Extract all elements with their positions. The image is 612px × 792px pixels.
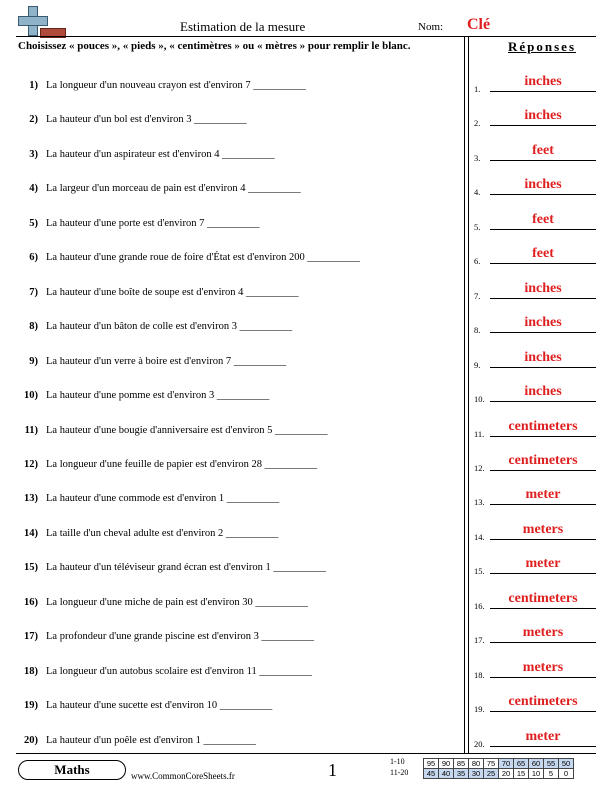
answer-value: centimeters [508, 418, 578, 434]
answer-value: inches [524, 177, 562, 193]
answer-value: feet [532, 142, 554, 158]
question-number: 13) [24, 493, 38, 505]
score-row-label: 1-10 [390, 757, 405, 766]
brand-label: Maths [18, 760, 126, 780]
score-cell: 45 [424, 769, 439, 779]
question-number: 20) [24, 734, 38, 746]
question-text: La taille d'un cheval adulte est d'environ 2 __________ [46, 527, 279, 539]
score-row-label: 11-20 [390, 768, 409, 777]
score-cell: 40 [439, 769, 454, 779]
answer-value: meters [522, 521, 564, 537]
question-text: La hauteur d'une bougie d'anniversaire est d'environ 5 __________ [46, 424, 328, 436]
answer-blank-line [490, 298, 596, 299]
score-cell: 80 [469, 759, 484, 769]
answer-value: meter [525, 556, 561, 572]
question-number: 16) [24, 596, 38, 608]
answer-number: 18. [474, 669, 485, 680]
score-row [424, 759, 574, 769]
answer-number: 7. [474, 290, 481, 301]
question-number: 8) [29, 321, 38, 333]
answer-row [472, 591, 596, 611]
question-text: La hauteur d'une porte est d'environ 7 __________ [46, 217, 260, 229]
answer-value: centimeters [508, 694, 578, 710]
answer-blank-line [490, 367, 596, 368]
answer-row [472, 384, 596, 404]
answer-number: 15. [474, 566, 485, 577]
question-number: 12) [24, 458, 38, 470]
answer-value: feet [532, 246, 554, 262]
question-number: 11) [24, 424, 38, 436]
question-text: La hauteur d'une boîte de soupe est d'environ 4 __________ [46, 286, 299, 298]
answer-blank-line [490, 194, 596, 195]
score-table [423, 758, 574, 779]
score-cell: 50 [559, 759, 574, 769]
worksheet-title: Estimation de la mesure [180, 19, 306, 34]
question-text: La hauteur d'un verre à boire est d'environ 7 __________ [46, 355, 287, 367]
answer-number: 11. [474, 428, 485, 439]
question-number: 6) [29, 252, 38, 264]
answer-value: centimeters [508, 590, 578, 606]
score-row [424, 769, 574, 779]
question-number: 14) [24, 527, 38, 539]
score-cell: 75 [484, 759, 499, 769]
answer-value: meter [525, 728, 561, 744]
answer-number: 12. [474, 462, 485, 473]
score-cell: 30 [469, 769, 484, 779]
question-text: La longueur d'une feuille de papier est d'environ 28 __________ [46, 458, 318, 470]
score-cell: 5 [544, 769, 559, 779]
answer-number: 14. [474, 531, 485, 542]
answer-blank-line [490, 711, 596, 712]
score-cell: 90 [439, 759, 454, 769]
answer-number: 13. [474, 497, 485, 508]
answer-row [472, 350, 596, 370]
question-text: La hauteur d'une sucette est d'environ 10 __________ [46, 700, 273, 712]
question-number: 9) [29, 355, 38, 367]
answer-blank-line [490, 160, 596, 161]
score-cell: 95 [424, 759, 439, 769]
answer-blank-line [490, 504, 596, 505]
answer-value: inches [524, 280, 562, 296]
answer-row [472, 419, 596, 439]
site-url: www.CommonCoreSheets.fr [131, 771, 235, 781]
answer-blank-line [490, 539, 596, 540]
answer-value: inches [524, 108, 562, 124]
answer-blank-line [490, 332, 596, 333]
question-text: La longueur d'un autobus scolaire est d'environ 11 __________ [46, 665, 312, 677]
answer-value: inches [524, 315, 562, 331]
answer-row [472, 729, 596, 749]
answer-row [472, 177, 596, 197]
logo-plus-horizontal [18, 16, 48, 26]
question-text: La longueur d'un nouveau crayon est d'environ 7 __________ [46, 80, 306, 91]
score-cell: 70 [499, 759, 514, 769]
score-cell: 60 [529, 759, 544, 769]
answer-row [472, 281, 596, 301]
question-number: 4) [29, 183, 38, 195]
instructions: Choisissez « pouces », « pieds », « centimètres » ou « mètres » pour remplir le blanc. [18, 40, 411, 52]
answer-blank-line [490, 642, 596, 643]
answer-number: 10. [474, 394, 485, 405]
answer-blank-line [490, 677, 596, 678]
answer-row [472, 143, 596, 163]
answer-blank-line [490, 263, 596, 264]
answer-number: 8. [474, 325, 481, 336]
answer-number: 17. [474, 635, 485, 646]
score-cell: 10 [529, 769, 544, 779]
score-cell: 15 [514, 769, 529, 779]
answer-row [472, 625, 596, 645]
answer-number: 1. [474, 84, 481, 94]
score-cell: 20 [499, 769, 514, 779]
answer-value: meters [522, 659, 564, 675]
answer-number: 4. [474, 187, 481, 198]
question-number: 3) [29, 148, 38, 160]
question-text: La hauteur d'une pomme est d'environ 3 __________ [46, 390, 270, 402]
question-text: La profondeur d'une grande piscine est d'environ 3 __________ [46, 631, 314, 643]
answer-row [472, 108, 596, 128]
answer-row [472, 246, 596, 266]
name-value: Clé [467, 16, 491, 33]
answer-row [472, 487, 596, 507]
answer-row [472, 315, 596, 335]
answer-number: 5. [474, 221, 481, 232]
question-number: 17) [24, 631, 38, 643]
score-cell: 0 [559, 769, 574, 779]
answer-value: inches [524, 74, 562, 89]
footer-divider [16, 753, 596, 754]
header-divider [16, 36, 596, 37]
page-number: 1 [328, 760, 337, 780]
question-number: 18) [24, 665, 38, 677]
question-text: La largeur d'un morceau de pain est d'environ 4 __________ [46, 183, 301, 195]
score-cell: 55 [544, 759, 559, 769]
name-label: Nom: [418, 21, 444, 33]
answer-value: meters [522, 625, 564, 641]
answer-row [472, 453, 596, 473]
answer-row [472, 556, 596, 576]
answer-number: 6. [474, 256, 481, 267]
question-number: 1) [29, 80, 38, 91]
answer-blank-line [490, 573, 596, 574]
answer-number: 16. [474, 600, 485, 611]
question-text: La hauteur d'un bol est d'environ 3 __________ [46, 114, 247, 126]
question-number: 7) [29, 286, 38, 298]
column-divider-right [468, 37, 469, 753]
score-cell: 65 [514, 759, 529, 769]
question-text: La hauteur d'une grande roue de foire d'État est d'environ 200 __________ [46, 252, 360, 264]
column-divider-left [464, 37, 465, 753]
answer-number: 19. [474, 704, 485, 715]
answers-title: Réponses [508, 39, 577, 54]
question-text: La hauteur d'un poêle est d'environ 1 __________ [46, 734, 256, 746]
question-text: La hauteur d'un aspirateur est d'environ 4 __________ [46, 148, 275, 160]
question-number: 10) [24, 390, 38, 402]
answer-row [472, 522, 596, 542]
logo-icon [18, 6, 68, 36]
answer-row [472, 660, 596, 680]
answer-value: meter [525, 487, 561, 503]
answer-value: inches [524, 384, 562, 400]
question-text: La hauteur d'un bâton de colle est d'environ 3 __________ [46, 321, 293, 333]
answer-blank-line [490, 470, 596, 471]
answer-blank-line [490, 125, 596, 126]
answer-row [472, 74, 596, 94]
question-number: 5) [29, 217, 38, 229]
answer-number: 2. [474, 118, 481, 129]
question-text: La hauteur d'une commode est d'environ 1 __________ [46, 493, 280, 505]
answer-row [472, 212, 596, 232]
answer-blank-line [490, 91, 596, 92]
answer-number: 20. [474, 738, 485, 749]
answer-number: 3. [474, 152, 481, 163]
answer-value: feet [532, 211, 554, 227]
question-number: 19) [24, 700, 38, 712]
score-cell: 85 [454, 759, 469, 769]
answer-blank-line [490, 229, 596, 230]
score-cell: 35 [454, 769, 469, 779]
question-text: La hauteur d'un téléviseur grand écran est d'environ 1 __________ [46, 562, 326, 574]
answer-number: 9. [474, 359, 481, 370]
score-cell: 25 [484, 769, 499, 779]
question-text: La longueur d'une miche de pain est d'environ 30 __________ [46, 596, 308, 608]
answer-value: centimeters [508, 452, 578, 468]
answer-blank-line [490, 608, 596, 609]
answer-blank-line [490, 746, 596, 747]
answer-blank-line [490, 436, 596, 437]
question-number: 15) [24, 562, 38, 574]
answer-blank-line [490, 401, 596, 402]
answer-row [472, 694, 596, 714]
answer-value: inches [524, 349, 562, 365]
question-number: 2) [29, 114, 38, 126]
